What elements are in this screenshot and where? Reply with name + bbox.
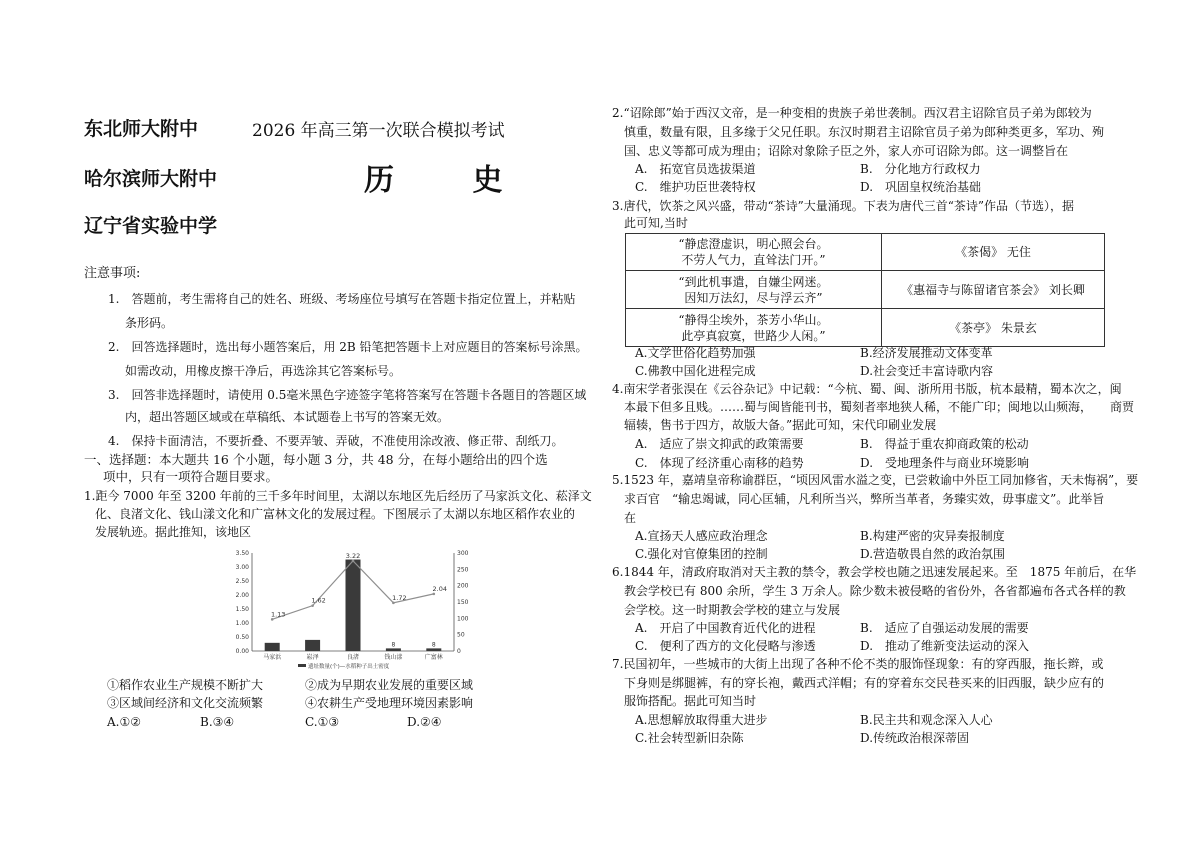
q7-option-b[interactable]: B.民主共和观念深入人心 <box>860 713 993 727</box>
bar-value-label: 8 <box>431 641 436 649</box>
q6-option-b[interactable]: B. 适应了自强运动发展的需要 <box>860 621 1029 635</box>
school-name-3: 辽宁省实验中学 <box>84 215 218 237</box>
chart-line-point <box>433 593 436 596</box>
right-tick-label: 250 <box>457 566 469 574</box>
table-row <box>626 309 1105 347</box>
work-cell: 《茶偈》 无住 <box>882 234 1105 271</box>
left-tick-label: 3.00 <box>235 564 249 571</box>
poem-line: “到此机事遣，自嫌尘网迷。 <box>678 274 829 289</box>
line-value-label: 1.13 <box>270 610 286 619</box>
q1-statement-4: ④农耕生产受地理环境因素影响 <box>305 696 474 710</box>
q3-stem-2: 此可知,当时 <box>624 216 688 230</box>
table-row <box>626 271 1105 309</box>
exam-title: 2026 年高三第一次联合模拟考试 <box>252 121 505 141</box>
q7-stem-3: 服饰搭配。据此可知当时 <box>624 694 757 708</box>
q2-stem-3: 国、忠义等都可成为理由；诏除对象除子臣之外，家人亦可诏除为郎。这一调整旨在 <box>624 144 1069 158</box>
school-name-2: 哈尔滨师大附中 <box>84 168 218 190</box>
poem-line: “静得尘埃外，茶芳小华山。 <box>678 312 829 327</box>
line-value-label: 3.22 <box>345 551 361 560</box>
section-heading: 一、选择题：本大题共 16 个小题，每小题 3 分，共 48 分，在每小题给出的四个选 <box>84 452 548 467</box>
q5-stem-2: 求百官 “输忠竭诚，同心匡辅，凡利所当兴，弊所当革者，务臻实效，毋事虚文”。此举旨 <box>624 492 1105 506</box>
chart-bar <box>426 648 441 651</box>
chart-line-point <box>352 560 355 563</box>
right-tick-label: 50 <box>457 631 465 639</box>
bar-value-label: 8 <box>391 641 396 649</box>
notice-item-3: 3. 回答非选择题时，请使用 0.5毫米黑色字迹签字笔将答案写在答题卡各题目的答题区域 <box>108 388 587 402</box>
q5-option-a[interactable]: A.宣扬天人感应政治理念 <box>635 529 768 543</box>
legend-label: 遗址数量(个)—水稻种子出土密度 <box>308 664 390 670</box>
q5-option-b[interactable]: B.构建严密的灾异奏报制度 <box>860 529 1005 543</box>
poem-line: 因知万法幻，尽与浮云齐” <box>684 290 823 305</box>
q4-option-c[interactable]: C. 体现了经济重心南移的趋势 <box>635 456 804 470</box>
chart-bar <box>305 640 320 651</box>
category-label: 钱山漾 <box>384 654 403 661</box>
category-label: 崧泽 <box>306 654 319 661</box>
q1-statement-2: ②成为早期农业发展的重要区域 <box>305 678 474 692</box>
q6-option-d[interactable]: D. 推动了维新变法运动的深入 <box>860 639 1030 653</box>
chart-bar <box>386 648 401 651</box>
right-tick-label: 300 <box>457 550 469 557</box>
q2-option-b[interactable]: B. 分化地方行政权力 <box>860 162 981 176</box>
left-tick-label: 2.00 <box>235 592 249 599</box>
q3-option-a[interactable]: A.文学世俗化趋势加强 <box>635 346 756 360</box>
notice-item-4: 4. 保持卡面清洁，不要折叠、不要弄皱、弄破，不准使用涂改液、修正带、刮纸刀。 <box>108 434 564 448</box>
q1-stem-2: 化、良渚文化、钱山漾文化和广富林文化的发展过程。下图展示了太湖以东地区稻作农业的 <box>95 507 576 521</box>
q4-stem-2: 本最下但多且贱。……蜀与闽皆能刊书，蜀刻者率地狭人稀，不能广印；闽地以山频海， 商贾 <box>624 400 1135 414</box>
q1-statement-3: ③区域间经济和文化交流频繁 <box>107 696 264 710</box>
q3-stem-1: 3.唐代，饮茶之风兴盛，带动“茶诗”大量涌现。下表为唐代三首“茶诗”作品（节选），据 <box>612 199 1074 213</box>
poem-cell <box>626 309 882 347</box>
category-label: 广富林 <box>424 654 443 661</box>
line-value-label: 2.04 <box>432 584 448 593</box>
right-tick-label: 0 <box>457 648 461 655</box>
section-heading-cont: 项中，只有一项符合题目要求。 <box>103 469 279 484</box>
q2-stem-2: 慎重，数量有限，且多缘于父兄任职。东汉时期君主诏除官员子弟为郎种类更多，军功、殉 <box>624 125 1105 139</box>
right-tick-label: 100 <box>457 615 469 623</box>
line-value-label: 1.62 <box>311 596 326 605</box>
q3-option-d[interactable]: D.社会变迁丰富诗歌内容 <box>860 364 994 378</box>
poem-line: 不劳人气力，直耸法门开。” <box>681 253 826 267</box>
category-label: 马家浜 <box>263 654 282 661</box>
work-cell: 《惠福寺与陈留诸官茶会》 刘长卿 <box>882 271 1105 309</box>
q7-stem-2: 下身则是绑腿裤，有的穿长袍，戴西式洋帽；有的穿着东交民巷买来的旧西服，缺少应有的 <box>624 676 1105 690</box>
notice-item-1: 1. 答题前，考生需将自己的姓名、班级、考场座位号填写在答题卡指定位置上，并粘贴 <box>108 292 576 306</box>
q6-option-c[interactable]: C. 便利了西方的文化侵略与渗透 <box>635 639 816 653</box>
school-name-1: 东北师大附中 <box>84 118 199 140</box>
q1-stem-3: 发展轨迹。据此推知，该地区 <box>95 525 252 539</box>
left-tick-label: 2.50 <box>235 578 249 585</box>
q1-option-d[interactable]: D.②④ <box>407 715 442 729</box>
q4-stem-1: 4.南宋学者张淏在《云谷杂记》中记载：“今杭、蜀、闽、浙所用书版，杭本最精，蜀本次之，闽 <box>612 382 1122 396</box>
right-tick-label: 200 <box>457 582 469 590</box>
q2-option-a[interactable]: A. 拓宽官员选拔渠道 <box>635 162 756 176</box>
work-cell: 《茶亭》 朱景玄 <box>882 309 1105 347</box>
q7-option-d[interactable]: D.传统政治根深蒂固 <box>860 731 970 745</box>
q5-stem-1: 5.1523 年，嘉靖皇帝称谕群臣，“顷因风雷水溢之变，已尝敕谕中外臣工同加修省，天未悔祸”，要 <box>612 473 1139 487</box>
right-tick-label: 150 <box>457 599 469 606</box>
category-label: 良渚 <box>346 654 360 661</box>
q2-option-c[interactable]: C. 维护功臣世袭特权 <box>635 180 756 194</box>
notice-item-1-cont: 条形码。 <box>125 316 174 330</box>
q6-option-a[interactable]: A. 开启了中国教育近代化的进程 <box>635 621 816 635</box>
notice-item-2-cont: 如需改动，用橡皮擦干净后，再选涂其它答案标号。 <box>125 364 402 378</box>
poem-line: 此亭真寂寞，世路少人闲。” <box>681 328 826 343</box>
q3-option-b[interactable]: B.经济发展推动文体变革 <box>860 346 993 360</box>
chart-bar <box>346 560 361 651</box>
q6-stem-2: 教会学校已有 800 余所，学生 3 万余人。除少数未被侵略的省份外，各省都遍布各式各样的教 <box>624 584 1126 598</box>
q1-chart <box>222 543 474 673</box>
q3-option-c[interactable]: C.佛教中国化进程完成 <box>635 364 756 378</box>
q2-stem-1: 2.“诏除郎”始于西汉文帝，是一种变相的贵族子弟世袭制。西汉君主诏除官员子弟为郎较为 <box>612 106 1092 120</box>
line-value-label: 1.72 <box>392 593 407 602</box>
q5-option-c[interactable]: C.强化对官僚集团的控制 <box>635 547 768 561</box>
chart-line-point <box>271 618 274 621</box>
poem-line: “静虑澄虚识，明心照会台。 <box>678 237 829 251</box>
left-tick-label: 1.00 <box>235 620 249 627</box>
notice-title: 注意事项: <box>84 266 141 281</box>
subject-title: 历 史 <box>364 163 537 198</box>
legend-swatch <box>298 664 306 667</box>
poem-cell <box>626 234 882 271</box>
q5-option-d[interactable]: D.营造敬畏自然的政治氛围 <box>860 547 1006 561</box>
chart-line-point <box>392 602 395 605</box>
q2-option-d[interactable]: D. 巩固皇权统治基础 <box>860 180 982 194</box>
left-tick-label: 1.50 <box>235 606 249 613</box>
q4-option-a[interactable]: A. 适应了崇文抑武的政策需要 <box>635 437 804 451</box>
q1-stem-1: 1.距今 7000 年至 3200 年前的三千多年时间里，太湖以东地区先后经历了马家浜文化、菘泽文 <box>84 489 592 503</box>
q7-option-c[interactable]: C.社会转型新旧杂陈 <box>635 731 744 745</box>
q5-stem-3: 在 <box>624 511 637 525</box>
chart-line-point <box>311 604 314 607</box>
chart-bar <box>265 643 280 651</box>
left-tick-label: 3.50 <box>235 550 249 557</box>
q7-option-a[interactable]: A.思想解放取得重大进步 <box>635 713 768 727</box>
q4-option-d[interactable]: D. 受地理条件与商业环境影响 <box>860 456 1030 470</box>
q4-stem-3: 辐辏，售书于四方，故版大备。”据此可知，宋代印刷业发展 <box>624 418 937 432</box>
q1-option-b[interactable]: B.③④ <box>200 715 235 729</box>
notice-item-2: 2. 回答选择题时，选出每小题答案后，用 2B 铅笔把答题卡上对应题目的答案标号涂黑。 <box>108 340 588 354</box>
q7-stem-1: 7.民国初年，一些城市的大街上出现了各种不伦不类的服饰怪现象：有的穿西服，拖长辫，或 <box>612 657 1104 671</box>
left-tick-label: 0.50 <box>235 634 249 641</box>
left-tick-label: 0.00 <box>235 648 249 655</box>
poem-cell <box>626 271 882 309</box>
notice-item-3-cont: 内，超出答题区域或在草稿纸、本试题卷上书写的答案无效。 <box>125 410 450 424</box>
q1-statement-1: ①稻作农业生产规模不断扩大 <box>107 678 264 692</box>
q6-stem-1: 6.1844 年，清政府取消对天主教的禁令，教会学校也随之迅速发展起来。至 1875 年前后，在华 <box>612 565 1137 579</box>
q4-option-b[interactable]: B. 得益于重农抑商政策的松动 <box>860 437 1029 451</box>
q6-stem-3: 会学校。这一时期教会学校的建立与发展 <box>624 603 841 617</box>
table-row <box>626 234 1105 271</box>
q3-poem-table <box>625 233 1105 347</box>
q1-option-a[interactable]: A.①② <box>107 715 141 729</box>
q1-option-c[interactable]: C.①③ <box>305 715 340 729</box>
